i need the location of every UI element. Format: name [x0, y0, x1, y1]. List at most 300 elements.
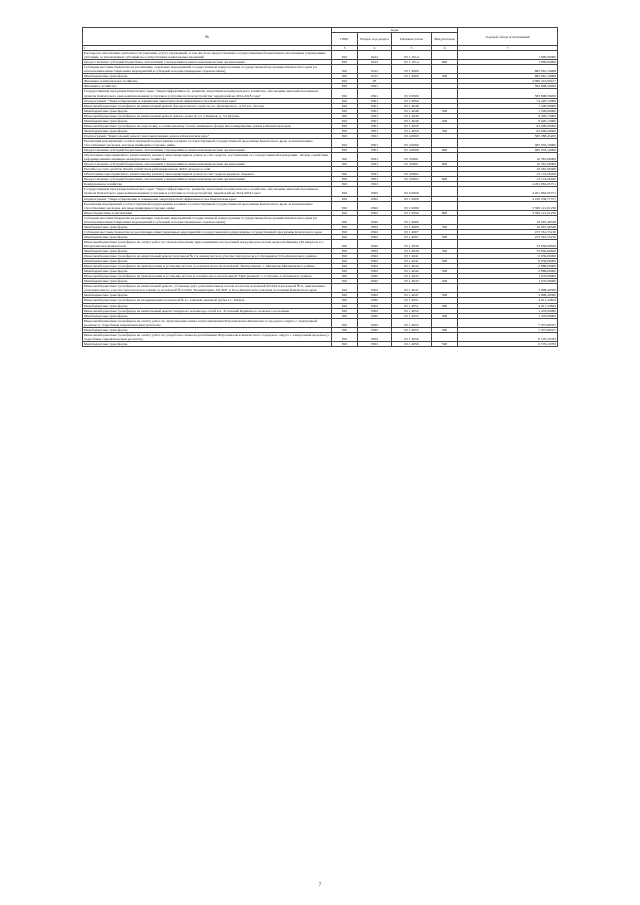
row-amount: 3 599 121,01256	[458, 201, 558, 210]
row-name: Межбюджетные трансферты	[83, 279, 332, 284]
row-target: 05 1 1014	[392, 60, 432, 65]
row-amount: 1 890,00000	[458, 51, 558, 60]
row-section: 0502	[358, 259, 392, 264]
table-row	[83, 239, 558, 248]
row-grbs: 810	[332, 123, 358, 128]
row-target: 05 1 4052	[392, 308, 432, 313]
row-name: Иные межбюджетные трансферты на капитальный ремонт, установку двух дополнительных котлов на котлах котельной КЗ-010 и котельной № 6, присвоенных дополнительного участка теплотрассы в замене от котельной № 6 ООО "Коммунтранс УК МР" в Усть-Камчатском сельском поселении Камчатского края	[83, 284, 332, 293]
row-amount: 6 570,16783	[458, 332, 558, 341]
row-type: 500	[432, 313, 458, 318]
row-type	[432, 332, 458, 341]
row-target: 05 1 4050	[392, 123, 432, 128]
row-amount: 882 981,19968	[458, 65, 558, 74]
row-amount: 9 920,13000	[458, 118, 558, 123]
row-grbs: 810	[332, 254, 358, 259]
row-name: Реализация мероприятий соответствующей подпрограммы в рамках соответствующей государственной программы Камчатского края, за исключением обособленных расходов, которые приведены отдельно ниже	[83, 138, 332, 147]
row-amount: 1 500,00000	[458, 108, 558, 113]
row-grbs: 810	[332, 60, 358, 65]
row-section: 0502	[358, 234, 392, 239]
row-name: Коммунальное хозяйство	[83, 182, 332, 187]
row-target: 05 1 4049	[392, 118, 432, 123]
row-amount: 583 808,58200	[458, 89, 558, 98]
row-name: Жилищное хозяйство	[83, 84, 332, 89]
row-grbs: 810	[332, 182, 358, 187]
row-name: Межбюджетные трансферты	[83, 118, 332, 123]
row-type: 500	[432, 269, 458, 274]
row-name: Иные межбюджетные трансферты на оплату работ по разработке схемы водоснабжения Петропавловск-Камчатского городского округа с электронной моделью (с подробным гидравлическим расчетом)	[83, 332, 332, 341]
row-grbs: 810	[332, 318, 358, 327]
row-name: Иные межбюджетные трансферты на капитальный ремонт фасадов жилого дома по ул. Луначарского, д. 65 в п. Оссора	[83, 103, 332, 108]
row-name: Межбюджетные трансферты	[83, 74, 332, 79]
row-grbs: 810	[332, 229, 358, 234]
row-target: 05 1 4007	[392, 229, 432, 234]
row-grbs: 810	[332, 249, 358, 254]
row-type: 500	[432, 293, 458, 298]
row-section: 0502	[358, 274, 392, 279]
row-type: 500	[432, 327, 458, 332]
row-type	[432, 153, 458, 162]
row-name: Субсидии местным бюджетам на реализацию инвестиционных мероприятий государственной подпрограммы государственной программы Камчатского края	[83, 229, 332, 234]
row-type: 500	[432, 279, 458, 284]
row-amount: 4 291 862,65751	[458, 182, 558, 187]
row-amount: 473 561,55210	[458, 229, 558, 234]
row-target: 05 1 4055	[392, 318, 432, 327]
row-amount: 33 856,69656	[458, 249, 558, 254]
row-grbs: 810	[332, 108, 358, 113]
row-section: 0502	[358, 254, 392, 259]
row-name: Межбюджетные трансферты	[83, 313, 332, 318]
row-target: 05 1 4050	[392, 128, 432, 133]
row-section: 0412	[358, 60, 392, 65]
row-name: Предоставление субсидий бюджетным, автономным учреждениям и иным некоммерческим организациям	[83, 148, 332, 153]
row-target: 05 1 4047	[392, 293, 432, 298]
row-section: 0501	[358, 118, 392, 123]
row-target: 05 1 4056	[392, 332, 432, 341]
row-section: 0501	[358, 89, 392, 98]
row-type	[432, 239, 458, 248]
row-grbs: 810	[332, 279, 358, 284]
row-type	[432, 284, 458, 293]
row-target: 05 1 4007	[392, 234, 432, 239]
row-section: 0501	[358, 113, 392, 118]
header-codes: коды	[332, 28, 458, 33]
row-section: 0502	[358, 308, 392, 313]
row-grbs: 810	[332, 234, 358, 239]
col-number-6: 6	[432, 46, 458, 51]
row-section: 0501	[358, 123, 392, 128]
row-grbs: 810	[332, 341, 358, 346]
row-type: 500	[432, 249, 458, 254]
row-amount: 2 889,00000	[458, 264, 558, 269]
row-name: Межбюджетные трансферты	[83, 224, 332, 229]
row-grbs: 810	[332, 274, 358, 279]
row-type: 500	[432, 118, 458, 123]
row-grbs: 810	[332, 224, 358, 229]
row-amount: 6 039,00000	[458, 259, 558, 264]
row-section: 0502	[358, 229, 392, 234]
row-amount: 6 570,16783	[458, 341, 558, 346]
row-grbs: 810	[332, 327, 358, 332]
row-amount: 7 075,86357	[458, 318, 558, 327]
row-type: 800	[432, 210, 458, 215]
row-section: 0502	[358, 201, 392, 210]
row-type: 500	[432, 108, 458, 113]
row-target: 05 1 4051	[392, 303, 432, 308]
row-amount: 4 911,24824	[458, 298, 558, 303]
col-number-5: 5	[392, 46, 432, 51]
row-grbs: 810	[332, 303, 358, 308]
row-amount: 473 561,55210	[458, 234, 558, 239]
row-target: 05 1 4043	[392, 274, 432, 279]
row-target: 05 1 0000	[392, 196, 432, 201]
row-grbs: 810	[332, 74, 358, 79]
row-amount: 1 470,00000	[458, 313, 558, 318]
col-number-7: 7	[458, 46, 558, 51]
header-num: №	[83, 28, 332, 46]
row-type	[432, 215, 458, 224]
row-section: 0502	[358, 313, 392, 318]
row-type: 500	[432, 259, 458, 264]
row-target: 05 4 0099	[392, 148, 432, 153]
row-name: Субсидии местным бюджетам на реализацию отдельных мероприятий государственной подпрограммы государственной программы Камчатского края (за исключением инвестиционных мероприятий и субсидий, которые приведены отдельно ниже)	[83, 215, 332, 224]
row-name: Иные межбюджетные трансферты на модернизацию котельной № 4 с заменой дымовой трубы в с. Тигиль	[83, 298, 332, 303]
row-section: 0501	[358, 177, 392, 182]
row-target: 05 1 4041	[392, 259, 432, 264]
row-grbs: 810	[332, 201, 358, 210]
row-section: 0501	[358, 98, 392, 103]
row-type	[432, 89, 458, 98]
row-type	[432, 318, 458, 327]
row-type	[432, 138, 458, 147]
row-grbs: 810	[332, 187, 358, 196]
row-name: Субсидии местным бюджетам на реализацию отдельных мероприятий государственной подпрограммы государственной программы Камчатского края (за исключением инвестиционных мероприятий и субсидий, которые приведены отдельно ниже)	[83, 65, 332, 74]
row-target: 05 1 4042	[392, 264, 432, 269]
row-type: 500	[432, 234, 458, 239]
row-target: 05 1 4048	[392, 103, 432, 108]
row-section: 0502	[358, 303, 392, 308]
row-section: 0501	[358, 148, 392, 153]
row-grbs: 810	[332, 196, 358, 201]
row-amount: 10 581,06000	[458, 153, 558, 162]
row-name: Межбюджетные трансферты	[83, 341, 332, 346]
row-target: 05 1 4039	[392, 249, 432, 254]
row-section: 05	[358, 79, 392, 84]
row-amount: 4 966 216,69017	[458, 79, 558, 84]
row-grbs: 810	[332, 98, 358, 103]
row-grbs: 810	[332, 313, 358, 318]
row-section: 0501	[358, 84, 392, 89]
row-grbs: 810	[332, 51, 358, 60]
header-amount: Годовой объем ассигнований	[458, 28, 558, 46]
row-type	[432, 187, 458, 196]
row-section: 0502	[358, 239, 392, 248]
row-name: Межбюджетные трансферты	[83, 303, 332, 308]
row-target: 05 1 4056	[392, 341, 432, 346]
budget-table	[82, 27, 558, 347]
row-amount: 1 500,00000	[458, 103, 558, 108]
row-grbs: 810	[332, 177, 358, 182]
row-grbs: 810	[332, 284, 358, 293]
row-grbs: 810	[332, 84, 358, 89]
row-grbs: 810	[332, 128, 358, 133]
row-name: Межбюджетные трансферты	[83, 259, 332, 264]
row-section: 0502	[358, 298, 392, 303]
row-section: 0501	[358, 133, 392, 138]
table-row	[83, 318, 558, 327]
table-row	[83, 332, 558, 341]
row-section: 0501	[358, 162, 392, 167]
table-row	[83, 138, 558, 147]
row-grbs: 810	[332, 298, 358, 303]
row-target: 05 0 0000	[392, 187, 432, 196]
row-name: Иные межбюджетные трансферты на оплату работ по технологическому присоединению построенной нагрузки для систем энергоснабжения 210 квартала в г. Петропавловск-Камчатском	[83, 239, 332, 248]
row-name: Межбюджетные трансферты	[83, 327, 332, 332]
row-target: 05 4 9602	[392, 172, 432, 177]
row-amount: 882 981,19968	[458, 74, 558, 79]
row-amount: 485 633,10000	[458, 138, 558, 147]
row-target: 05 1 4052	[392, 313, 432, 318]
row-grbs: 810	[332, 138, 358, 147]
row-amount: 16 667,46528	[458, 224, 558, 229]
page-number: 7	[318, 883, 322, 888]
row-section: 0412	[358, 74, 392, 79]
row-amount: 509 388,45200	[458, 133, 558, 138]
row-type: 500	[432, 74, 458, 79]
row-name: Иные межбюджетные трансферты на приобретение и установку котлов, в отрезках насосов котельной "Центральная" с. Мильково Мильковского района	[83, 264, 332, 269]
row-grbs: 810	[332, 215, 358, 224]
row-target: 05 4 9601	[392, 162, 432, 167]
row-section: 0412	[358, 51, 392, 60]
row-amount: 3 898,49500	[458, 293, 558, 298]
row-type	[432, 201, 458, 210]
row-amount: 4 160 239,77377	[458, 196, 558, 201]
row-amount: 1 890,00000	[458, 60, 558, 65]
table-row	[83, 201, 558, 210]
row-section: 0502	[358, 187, 392, 196]
row-name: Иные межбюджетные трансферты на капитальный ремонт напорного коллектора сетей в п. Эссовский Корякского сельского поселения	[83, 308, 332, 313]
row-name: Межбюджетные трансферты	[83, 234, 332, 239]
row-amount: 7 075,86357	[458, 327, 558, 332]
table-row	[83, 51, 558, 60]
row-section: 0501	[358, 108, 392, 113]
row-target: 05 1 4006	[392, 224, 432, 229]
row-section: 0501	[358, 103, 392, 108]
row-type: 600	[432, 60, 458, 65]
row-section: 0502	[358, 269, 392, 274]
row-grbs: 810	[332, 332, 358, 341]
row-type: 500	[432, 224, 458, 229]
row-target: 05 1 4006	[392, 215, 432, 224]
row-target: 05 1 4047	[392, 284, 432, 293]
row-type: 500	[432, 128, 458, 133]
row-target: 05 4 9601	[392, 153, 432, 162]
row-type: 600	[432, 177, 458, 182]
row-target: 05 1 4048	[392, 108, 432, 113]
row-grbs: 810	[332, 293, 358, 298]
row-type	[432, 65, 458, 74]
row-grbs: 810	[332, 172, 358, 177]
row-type: 500	[432, 341, 458, 346]
row-amount: 9 920,13000	[458, 113, 558, 118]
row-amount: 1 470,00000	[458, 308, 558, 313]
row-section: 0502	[358, 264, 392, 269]
row-grbs: 810	[332, 133, 358, 138]
row-name: Иные межбюджетные трансферты на оплату работ по актуализации схемы теплоснабжения Петропавловск-Камчатского городского округа с электронной моделью (с подробным гидравлическим расчетом)	[83, 318, 332, 327]
row-section: 0501	[358, 153, 392, 162]
row-target: 05 1 0099	[392, 210, 432, 215]
row-target: 05 1 4006	[392, 65, 432, 74]
row-section: 0502	[358, 293, 392, 298]
table-row	[83, 284, 558, 293]
row-grbs: 810	[332, 65, 358, 74]
row-grbs: 810	[332, 89, 358, 98]
row-name: Иные бюджетные ассигнования	[83, 210, 332, 215]
row-grbs: 810	[332, 239, 358, 248]
row-section: 0502	[358, 215, 392, 224]
row-grbs: 810	[332, 103, 358, 108]
row-amount: 485 633,10000	[458, 148, 558, 153]
row-name: Межбюджетные трансферты	[83, 128, 332, 133]
row-grbs: 810	[332, 113, 358, 118]
row-name: Подпрограмма "Капитальный ремонт многоквартирных домов в Камчатском крае"	[83, 133, 332, 138]
row-name: Межбюджетные трансферты	[83, 293, 332, 298]
row-name: Жилищно-коммунальное хозяйство	[83, 79, 332, 84]
row-target: 05 1 0000	[392, 98, 432, 103]
table-header	[83, 28, 558, 51]
row-name: Расходы за счет средств Фонда содействия реформированию ЖКХ текущего года	[83, 167, 332, 172]
header-type: Вид расходов	[432, 33, 458, 46]
row-section: 0502	[358, 332, 392, 341]
row-amount: 63 000,00000	[458, 128, 558, 133]
row-grbs: 810	[332, 162, 358, 167]
row-name: Иные межбюджетные трансферты на приобретение и установку котлов и сетевых насосов котельной "Центральная" с. Соболево Соболевского района	[83, 274, 332, 279]
row-amount: 16 667,46528	[458, 215, 558, 224]
row-amount: 2 889,00000	[458, 269, 558, 274]
row-target: 05 4 0000	[392, 133, 432, 138]
row-amount: 583 808,58200	[458, 84, 558, 89]
row-amount: 63 000,00000	[458, 123, 558, 128]
row-type: 600	[432, 162, 458, 167]
row-type: 500	[432, 303, 458, 308]
table-row	[83, 153, 558, 162]
table-row	[83, 187, 558, 196]
col-number-1: 1	[83, 46, 332, 51]
row-section: 0502	[358, 341, 392, 346]
row-name: Межбюджетные трансферты	[83, 108, 332, 113]
row-section: 0501	[358, 128, 392, 133]
table-row	[83, 89, 558, 98]
row-grbs: 810	[332, 118, 358, 123]
row-name: Предоставление субсидий бюджетным, автономным учреждениям и иным некоммерческим организациям	[83, 162, 332, 167]
row-section: 0501	[358, 138, 392, 147]
row-section: 0502	[358, 224, 392, 229]
row-amount: 1 670,00000	[458, 279, 558, 284]
row-grbs: 810	[332, 264, 358, 269]
row-target: 05 1 1014	[392, 51, 432, 60]
row-amount: 10 581,06000	[458, 162, 558, 167]
row-grbs: 810	[332, 308, 358, 313]
row-name: Межбюджетные трансферты	[83, 269, 332, 274]
row-type: 600	[432, 148, 458, 153]
budget-table-page	[82, 27, 557, 347]
row-section: 0502	[358, 249, 392, 254]
row-section: 0502	[358, 182, 392, 187]
row-target: 05 1 4049	[392, 113, 432, 118]
row-target: 05 1 4042	[392, 269, 432, 274]
row-section: 0502	[358, 279, 392, 284]
table-row	[83, 215, 558, 224]
row-name: Подпрограмма "Энергосбережение и повышение энергетической эффективности в Камчатском крае"	[83, 196, 332, 201]
row-grbs: 810	[332, 79, 358, 84]
row-name: Межбюджетные трансферты	[83, 249, 332, 254]
row-target: 05 1 4043	[392, 279, 432, 284]
header-target: Целевая статья	[392, 33, 432, 46]
row-amount: 4 291 862,65751	[458, 187, 558, 196]
row-grbs: 810	[332, 148, 358, 153]
row-amount: 1 670,00000	[458, 274, 558, 279]
row-section: 0502	[358, 196, 392, 201]
row-name: Обеспечение мероприятий по капитальному ремонту многоквартирных домов за счет средств краевого бюджета	[83, 172, 332, 177]
header-grbs: ГРБС	[332, 33, 358, 46]
row-section: 0502	[358, 327, 392, 332]
row-grbs: 810	[332, 269, 358, 274]
row-section: 0502	[358, 210, 392, 215]
row-target: 05 1 4055	[392, 327, 432, 332]
row-name: Предоставление субсидий бюджетным, автономным учреждениям и иным некоммерческим организациям	[83, 60, 332, 65]
row-section: 0502	[358, 318, 392, 327]
row-amount: 3 599 121,01256	[458, 210, 558, 215]
row-target: 05 1 4039	[392, 239, 432, 248]
table-body	[83, 51, 558, 347]
row-name: Расходы на обеспечение деятельности (оказание услуг) учреждений, в том числе на предоставление государственным бюджетным и автономным учреждениям субсидий, за исключением субсидий на осуществление капитальных вложений	[83, 51, 332, 60]
row-name: Иные межбюджетные трансферты на капитальный ремонт котельной № 2 в замену ветхого участка теплотрассы в п. Козыревск Усть-Камчатского района	[83, 254, 332, 259]
row-name: Подпрограмма "Энергосбережение и повышение энергетической эффективности в Камчатском крае"	[83, 98, 332, 103]
row-target: 05 1 0099	[392, 201, 432, 210]
row-name: Государственная программа Камчатского края "Энергоэффективность, развитие энергетики и коммунального хозяйства, обеспечение жителей населенных пунктов Камчатского края коммунальными услугами и услугами по благоустройству территорий на 2014-2018 годы"	[83, 187, 332, 196]
row-type	[432, 51, 458, 60]
row-target: 05 4 0099	[392, 138, 432, 147]
row-amount: 4 911,24824	[458, 303, 558, 308]
row-amount: 10 581,06000	[458, 167, 558, 172]
row-amount: 6 039,00000	[458, 254, 558, 259]
row-target: 05 1 4006	[392, 74, 432, 79]
row-name: Реализация мероприятий соответствующей подпрограммы в рамках соответствующей государственной программы Камчатского края, за исключением обособленных расходов, которые приведены отдельно ниже	[83, 201, 332, 210]
row-amount: 33 856,69656	[458, 239, 558, 248]
row-target: 05 0 0000	[392, 89, 432, 98]
row-name: Иные межбюджетные трансферты на капитальный ремонт жилого дома по ул. Северная, д. 3 в Кутуны	[83, 113, 332, 118]
table-row	[83, 65, 558, 74]
row-grbs: 810	[332, 259, 358, 264]
row-section: 0502	[358, 284, 392, 293]
row-name: Государственная программа Камчатского края "Энергоэффективность, развитие энергетики и коммунального хозяйства, обеспечение жителей населенных пунктов Камчатского края коммунальными услугами и услугами по благоустройству территорий на 2014-2018 годы"	[83, 89, 332, 98]
row-amount: 3 898,49500	[458, 284, 558, 293]
table-row	[83, 341, 558, 346]
row-grbs: 810	[332, 153, 358, 162]
col-number-3: 3	[332, 46, 358, 51]
row-name: Предоставление субсидий бюджетным, автономным учреждениям и иным некоммерческим организациям	[83, 177, 332, 182]
row-target: 05 4 9602	[392, 177, 432, 182]
row-amount: 13 174,29200	[458, 177, 558, 182]
col-number-4: 4	[358, 46, 392, 51]
row-section: 0412	[358, 65, 392, 74]
row-target: 05 1 4041	[392, 254, 432, 259]
row-amount: 74 420,13000	[458, 98, 558, 103]
row-section: 0501	[358, 172, 392, 177]
row-name: Иные межбюджетные трансферты на подготовку к отопительному сезону жилищного фонда многоквартирных домов в Камчатском крае	[83, 123, 332, 128]
row-amount: 13 174,29200	[458, 172, 558, 177]
row-name: Обеспечение мероприятий по капитальному ремонту многоквартирных домов за счет средств, поступивших от государственной корпорации - Фонда содействия реформированию жилищно-коммунального хозяйства	[83, 153, 332, 162]
header-section: Раздел, под-раздел	[358, 33, 392, 46]
